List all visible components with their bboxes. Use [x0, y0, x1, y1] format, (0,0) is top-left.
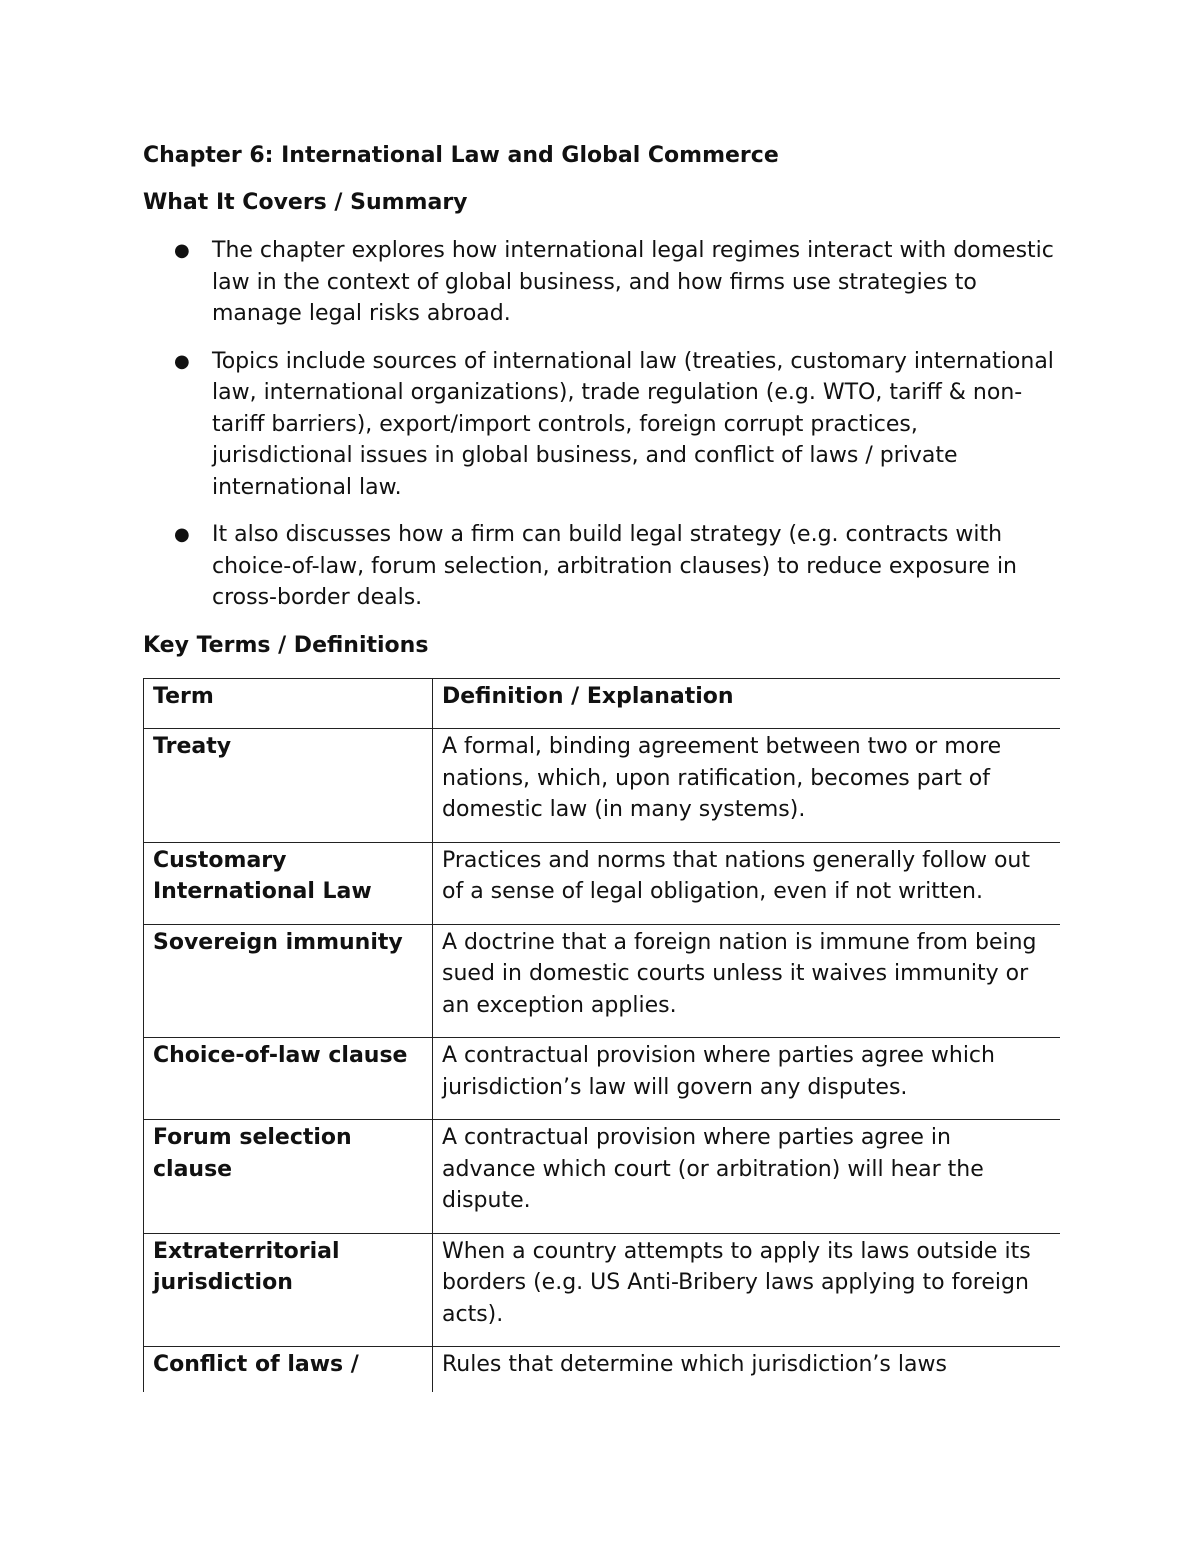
term-cell: Extraterritorial jurisdiction	[144, 1233, 433, 1347]
table-row	[144, 1347, 1061, 1392]
document-page	[143, 140, 1059, 1392]
table-row	[144, 1120, 1061, 1234]
list-item	[143, 235, 1062, 330]
column-header-definition: Definition / Explanation	[433, 678, 1061, 729]
list-item	[143, 519, 1062, 614]
list-item-text: It also discusses how a firm can build legal strategy (e.g. contracts with choice-of-law, forum selection, arbitration clauses) to reduce exposure in cross-border deals.	[212, 522, 1017, 610]
list-item-text: Topics include sources of international law (treaties, customary international law, international organizations), trade regulation (e.g. WTO, tariff & non-tariff barriers), export/import controls, foreign corrupt practices, jurisdictional issues in global business, and conflict of laws / private international law.	[212, 348, 1054, 500]
bullet-icon: ●	[174, 350, 190, 372]
definition-cell: A formal, binding agreement between two or more nations, which, upon ratification, becomes part of domestic law (in many systems).	[433, 729, 1061, 843]
term-cell: Conflict of laws /	[144, 1347, 433, 1392]
definition-cell: A doctrine that a foreign nation is immune from being sued in domestic courts unless it waives immunity or an exception applies.	[433, 924, 1061, 1038]
column-header-term: Term	[144, 678, 433, 729]
term-cell: Forum selection clause	[144, 1120, 433, 1234]
list-item-text: The chapter explores how international legal regimes interact with domestic law in the context of global business, and how firms use strategies to manage legal risks abroad.	[212, 238, 1054, 326]
table-header-row	[144, 678, 1061, 729]
term-cell: Treaty	[144, 729, 433, 843]
table-row	[144, 842, 1061, 924]
table-row	[144, 1233, 1061, 1347]
term-cell: Sovereign immunity	[144, 924, 433, 1038]
bullet-icon: ●	[174, 240, 190, 261]
definition-cell: A contractual provision where parties agree which jurisdiction’s law will govern any disputes.	[433, 1038, 1061, 1120]
key-terms-heading: Key Terms / Definitions	[143, 632, 429, 658]
terms-table-viewport	[143, 678, 1060, 1392]
table-row	[144, 924, 1061, 1038]
chapter-title: Chapter 6: International Law and Global Commerce	[143, 143, 779, 168]
table-row	[144, 729, 1061, 843]
term-cell: Customary International Law	[144, 842, 433, 924]
definition-cell: Rules that determine which jurisdiction’s laws	[433, 1347, 1061, 1392]
summary-heading: What It Covers / Summary	[143, 190, 468, 215]
bullet-icon: ●	[174, 524, 190, 545]
summary-list	[143, 235, 1059, 614]
table-row	[144, 1038, 1061, 1120]
terms-table	[143, 678, 1060, 1392]
term-cell: Choice-of-law clause	[144, 1038, 433, 1120]
list-item	[143, 346, 1062, 504]
definition-cell: A contractual provision where parties agree in advance which court (or arbitration) will hear the dispute.	[433, 1120, 1061, 1234]
definition-cell: Practices and norms that nations generally follow out of a sense of legal obligation, even if not written.	[433, 842, 1061, 924]
definition-cell: When a country attempts to apply its laws outside its borders (e.g. US Anti-Bribery laws applying to foreign acts).	[433, 1233, 1061, 1347]
